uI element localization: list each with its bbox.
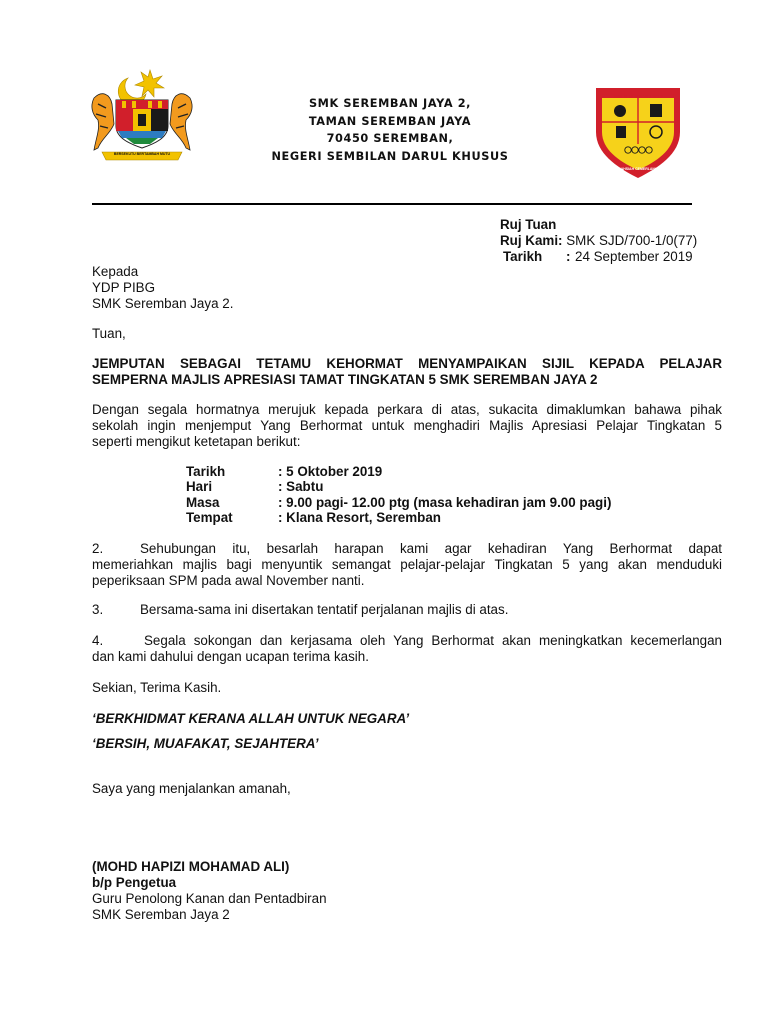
recipient-kepada: Kepada xyxy=(92,264,139,279)
ruj-kami-value: SMK SJD/700-1/0(77) xyxy=(566,233,698,248)
ruj-kami xyxy=(500,233,697,248)
para4-number: 4. xyxy=(92,633,104,648)
motto-1: ‘BERKHIDMAT KERANA ALLAH UNTUK NEGARA’ xyxy=(92,711,410,726)
address-line-3: NEGERI SEMBILAN DARUL KHUSUS xyxy=(271,150,509,163)
school-crest-name: SMK SEREMBAN JAYA 2 xyxy=(613,94,663,99)
intro-line-3: seperti mengikut ketetapan berikut: xyxy=(92,434,301,449)
detail-label-tempat: Tempat xyxy=(186,510,233,525)
recipient-name: YDP PIBG xyxy=(92,280,156,295)
ruj-tuan-label: Ruj Tuan xyxy=(500,217,557,232)
signatory-title: Guru Penolong Kanan dan Pentadbiran xyxy=(92,891,327,906)
letter-date: 24 September 2019 xyxy=(575,249,693,264)
address-line-2: 70450 SEREMBAN, xyxy=(326,132,454,145)
malaysia-coat-of-arms-icon xyxy=(88,64,196,164)
coat-of-arms-motto: BERSEKUTU BERTAMBAH MUTU xyxy=(113,152,171,156)
school-name: SMK SEREMBAN JAYA 2, xyxy=(308,97,472,110)
signatory-role: b/p Pengetua xyxy=(92,875,177,890)
salutation: Tuan, xyxy=(92,326,126,341)
intro-line-1: Dengan segala hormatnya merujuk kepada perkara di atas, sukacita dimaklumkan bahawa pihak xyxy=(92,402,722,417)
detail-label-masa: Masa xyxy=(186,495,220,510)
detail-label-hari: Hari xyxy=(186,479,213,494)
para3-text: Bersama-sama ini disertakan tentatif perjalanan majlis di atas. xyxy=(140,602,509,617)
intro-line-2: sekolah ingin menjemput Yang Berhormat untuk menghadiri Majlis Apresiasi Pelajar Tingkatan 5 xyxy=(92,418,722,433)
para3-number: 3. xyxy=(92,602,104,617)
closing: Sekian, Terima Kasih. xyxy=(92,680,222,695)
detail-label-tarikh: Tarikh xyxy=(186,464,226,479)
signatory-school: SMK Seremban Jaya 2 xyxy=(92,907,230,922)
tarikh-colon: : xyxy=(566,249,571,264)
header-divider xyxy=(92,203,692,205)
para2-line-2: memeriahkan majlis bagi menyuntik semangat pelajar-pelajar Tingkatan 5 yang akan menduduki xyxy=(92,557,722,572)
para4-line-2: dan kami dahului dengan ucapan terima kasih. xyxy=(92,649,369,664)
para2-line-1: Sehubungan itu, besarlah harapan kami agar kehadiran Yang Berhormat dapat xyxy=(140,541,722,556)
detail-value-tarikh: : 5 Oktober 2019 xyxy=(278,464,383,479)
para4-line-1: Segala sokongan dan kerjasama oleh Yang Berhormat akan meningkatkan kecemerlangan xyxy=(144,633,722,648)
para2-line-3: peperiksaan SPM pada awal November nanti. xyxy=(92,573,365,588)
detail-value-hari: : Sabtu xyxy=(278,479,324,494)
para2-number: 2. xyxy=(92,541,104,556)
subject-line-1: JEMPUTAN SEBAGAI TETAMU KEHORMAT MENYAMPAIKAN SIJIL KEPADA PELAJAR xyxy=(92,356,722,371)
subject-line-2: SEMPERNA MAJLIS APRESIASI TAMAT TINGKATAN 5 SMK SEREMBAN JAYA 2 xyxy=(92,372,598,387)
address-line-1: TAMAN SEREMBAN JAYA xyxy=(308,115,472,128)
detail-value-tempat: : Klana Resort, Seremban xyxy=(278,510,441,525)
recipient-school: SMK Seremban Jaya 2. xyxy=(92,296,234,311)
trust-line: Saya yang menjalankan amanah, xyxy=(92,781,291,796)
detail-value-masa: : 9.00 pagi- 12.00 ptg (masa kehadiran jam 9.00 pagi) xyxy=(278,495,612,510)
tarikh-label: Tarikh xyxy=(503,249,543,264)
signatory-name: (MOHD HAPIZI MOHAMAD ALI) xyxy=(92,859,290,874)
motto-2: ‘BERSIH, MUAFAKAT, SEJAHTERA’ xyxy=(92,736,319,751)
ruj-kami-label: Ruj Kami: xyxy=(500,233,563,248)
school-crest-motto: SAHSIAH CEMERLANG xyxy=(618,167,658,171)
